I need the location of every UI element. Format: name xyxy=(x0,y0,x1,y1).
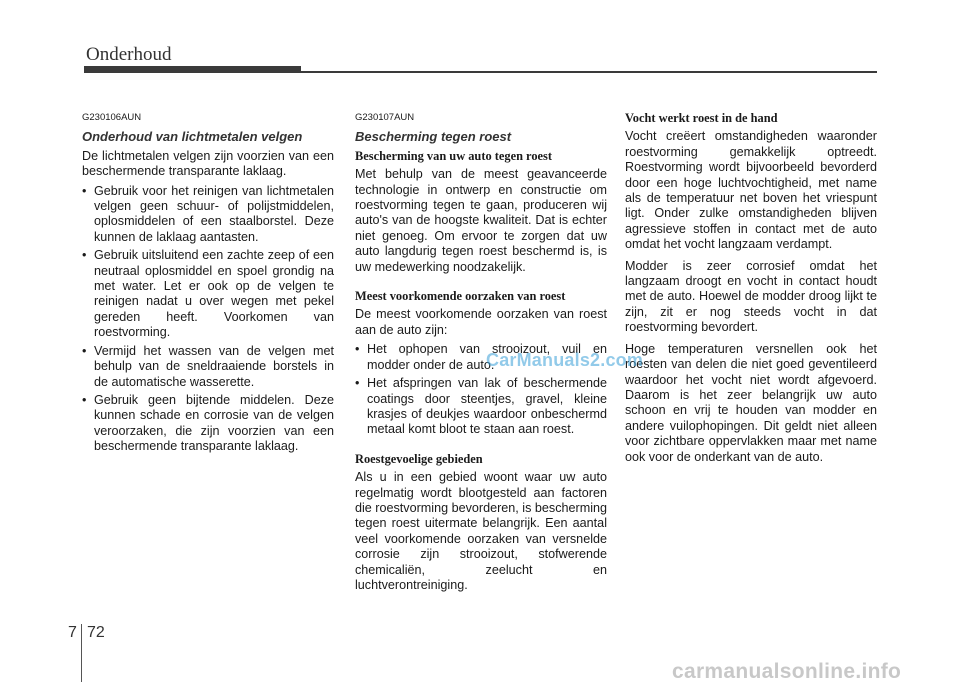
section-code: G230107AUN xyxy=(355,112,415,123)
footer-watermark: carmanualsonline.info xyxy=(672,660,902,683)
page-divider xyxy=(81,624,82,682)
paragraph: De lichtmetalen velgen zijn voorzien van een beschermende transparante laklaag. xyxy=(82,148,334,179)
column-3 xyxy=(625,111,877,469)
section-title: Onderhoud van lichtmetalen velgen xyxy=(82,129,303,145)
list-item: • Het ophopen van strooizout, vuil en modder onder de auto. xyxy=(355,342,607,373)
subheading: Meest voorkomende oorzaken van roest xyxy=(355,289,566,304)
paragraph: De meest voorkomende oorzaken van roest aan de auto zijn: xyxy=(355,307,607,337)
section-code: G230106AUN xyxy=(82,112,142,123)
header-bar-thick xyxy=(84,66,301,73)
list-item: • Gebruik uitsluitend een zachte zeep of een neutraal oplosmiddel en spoel grondig na met water. Let er ook op de velgen te reinigen nadat u over wegen met pekel gereden heeft. Voorkomen van roestvorming. xyxy=(82,248,334,340)
chapter-title: Onderhoud xyxy=(86,44,172,65)
paragraph: Vocht creëert omstandigheden waaronder roestvorming gemakkelijk optreedt. Roestvorming wordt bijvoorbeeld bevorderd door een hoge luchtvochtigheid, met name als de temperatuur net boven het vriespunt ligt. Onder zulke omstandigheden blijven agressieve stoffen in contact met de auto omdat het vocht langzaam verdampt. xyxy=(625,129,877,252)
watermark: CarManuals2.com xyxy=(486,350,644,370)
list-item: • Gebruik geen bijtende middelen. Deze kunnen schade en corrosie van de velgen veroorzaken, die zijn voorzien van een beschermende transparante laklaag. xyxy=(82,393,334,455)
header-bar-thin xyxy=(301,71,877,73)
list-item: • Gebruik voor het reinigen van lichtmetalen velgen geen schuur- of polijstmiddelen, oplosmiddelen of een staalborstel. Deze kunnen de laklaag aantasten. xyxy=(82,184,334,246)
paragraph: Met behulp van de meest geavanceerde technologie in ontwerp en constructie om roestvorming tegen te gaan, produceren wij auto's van de hoogste kwaliteit. Dat is echter niet genoeg. Om ervoor te zorgen dat uw auto langdurig tegen roest beschermd is, is uw medewerking noodzakelijk. xyxy=(355,167,607,274)
paragraph: Als u in een gebied woont waar uw auto regelmatig wordt blootgesteld aan factoren die roestvorming bevorderen, is bescherming tegen roest uitermate belangrijk. Een aantal veel voorkomende oorzaken van versnelde corrosie zijn strooizout, stofwerende chemicaliën, zeelucht en luchtverontreiniging. xyxy=(355,470,607,592)
subheading: Bescherming van uw auto tegen roest xyxy=(355,148,552,163)
page-number: 72 xyxy=(87,624,105,641)
subheading: Roestgevoelige gebieden xyxy=(355,451,483,466)
subheading: Vocht werkt roest in de hand xyxy=(625,111,778,125)
paragraph: Hoge temperaturen versnellen ook het roesten van delen die niet goed geventileerd waardoor het vocht niet wordt afgevoerd. Daarom is het zeer belangrijk uw auto schoon en vrij te houden van modder en andere vuilophopingen. Dit geldt niet alleen voor zichtbare oppervlakken maar met name ook voor de onderkant van de auto. xyxy=(625,341,877,464)
column-1 xyxy=(82,110,334,458)
bullet-list xyxy=(82,184,334,455)
list-item: • Vermijd het wassen van de velgen met behulp van de sneldraaiende borstels in de automatische wasserette. xyxy=(82,344,334,390)
paragraph: Modder is zeer corrosief omdat het langzaam droogt en vocht in contact houdt met de auto. Hoewel de modder droog lijkt te zijn, zit er nog steeds vocht in dat roestvorming bevordert. xyxy=(625,258,877,335)
list-item: • Het afspringen van lak of beschermende coatings door steentjes, gravel, kleine krasjes of deukjes waardoor onbeschermd metaal komt bloot te staan aan roest. xyxy=(355,376,607,438)
chapter-number: 7 xyxy=(68,624,77,641)
section-title: Bescherming tegen roest xyxy=(355,129,512,145)
